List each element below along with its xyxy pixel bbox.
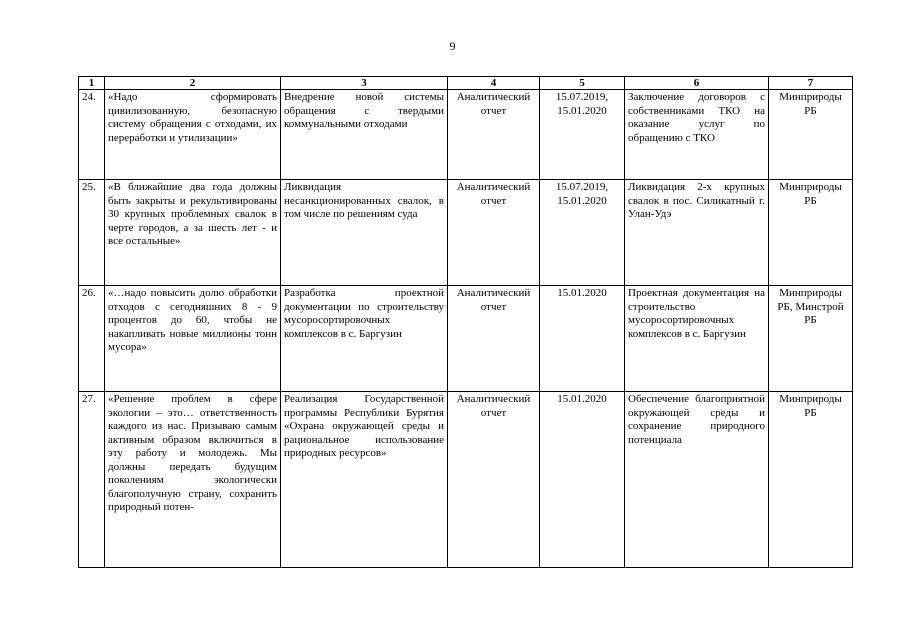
dates-cell: 15.01.2020 bbox=[540, 392, 625, 568]
measure-cell: Реализация Государственной программы Республики Бурятия «Охрана окружающей среды и рациональное использование природных ресурсов» bbox=[281, 392, 448, 568]
result-cell: Обеспечение благоприятной окружающей среды и сохранение природного потенциала bbox=[625, 392, 769, 568]
doc-type-cell: Аналитический отчет bbox=[448, 392, 540, 568]
table-row bbox=[79, 392, 853, 568]
measure-cell: Ликвидация несанкционированных свалок, в том числе по решениям суда bbox=[281, 180, 448, 286]
dates-cell: 15.07.2019, 15.01.2020 bbox=[540, 180, 625, 286]
responsible-cell: Минприроды РБ bbox=[769, 180, 853, 286]
responsible-cell: Минприроды РБ, Минстрой РБ bbox=[769, 286, 853, 392]
header-row bbox=[79, 77, 853, 90]
quote-cell: «Решение проблем в сфере экологии – это… ответственность каждого из нас. Призываю самым активным образом включиться в эту работу и молодежь. Мы должны передать будущим поколениям экологически благополучную страну, сохранить природный потен- bbox=[105, 392, 281, 568]
result-cell: Ликвидация 2-х крупных свалок в пос. Силикатный г. Улан-Удэ bbox=[625, 180, 769, 286]
responsible-cell: Минприроды РБ bbox=[769, 90, 853, 180]
measure-cell: Внедрение новой системы обращения с твердыми коммунальными отходами bbox=[281, 90, 448, 180]
doc-type-cell: Аналитический отчет bbox=[448, 90, 540, 180]
dates-cell: 15.07.2019, 15.01.2020 bbox=[540, 90, 625, 180]
doc-type-cell: Аналитический отчет bbox=[448, 180, 540, 286]
responsible-cell: Минприроды РБ bbox=[769, 392, 853, 568]
row-number: 27. bbox=[79, 392, 105, 568]
table-row bbox=[79, 90, 853, 180]
row-number: 24. bbox=[79, 90, 105, 180]
column-header: 2 bbox=[105, 77, 281, 90]
column-header: 4 bbox=[448, 77, 540, 90]
row-number: 25. bbox=[79, 180, 105, 286]
row-number: 26. bbox=[79, 286, 105, 392]
result-cell: Заключение договоров с собственниками ТКО на оказание услуг по обращению с ТКО bbox=[625, 90, 769, 180]
column-header: 6 bbox=[625, 77, 769, 90]
column-header: 3 bbox=[281, 77, 448, 90]
quote-cell: «Надо сформировать цивилизованную, безопасную систему обращения с отходами, их переработки и утилизации» bbox=[105, 90, 281, 180]
quote-cell: «…надо повысить долю обработки отходов с сегодняшних 8 - 9 процентов до 60, чтобы не накапливать новые миллионы тонн мусора» bbox=[105, 286, 281, 392]
data-table bbox=[78, 76, 853, 568]
result-cell: Проектная документация на строительство мусоросортировочных комплексов в с. Баргузин bbox=[625, 286, 769, 392]
column-header: 5 bbox=[540, 77, 625, 90]
doc-type-cell: Аналитический отчет bbox=[448, 286, 540, 392]
measure-cell: Разработка проектной документации по строительству мусоросортировочных комплексов в с. Баргузин bbox=[281, 286, 448, 392]
column-header: 7 bbox=[769, 77, 853, 90]
page-number: 9 bbox=[449, 39, 456, 53]
quote-cell: «В ближайшие два года должны быть закрыты и рекультивированы 30 крупных проблемных свалок в черте городов, а за шесть лет - и все остальные» bbox=[105, 180, 281, 286]
table-row bbox=[79, 286, 853, 392]
dates-cell: 15.01.2020 bbox=[540, 286, 625, 392]
table-row bbox=[79, 180, 853, 286]
column-header: 1 bbox=[79, 77, 105, 90]
